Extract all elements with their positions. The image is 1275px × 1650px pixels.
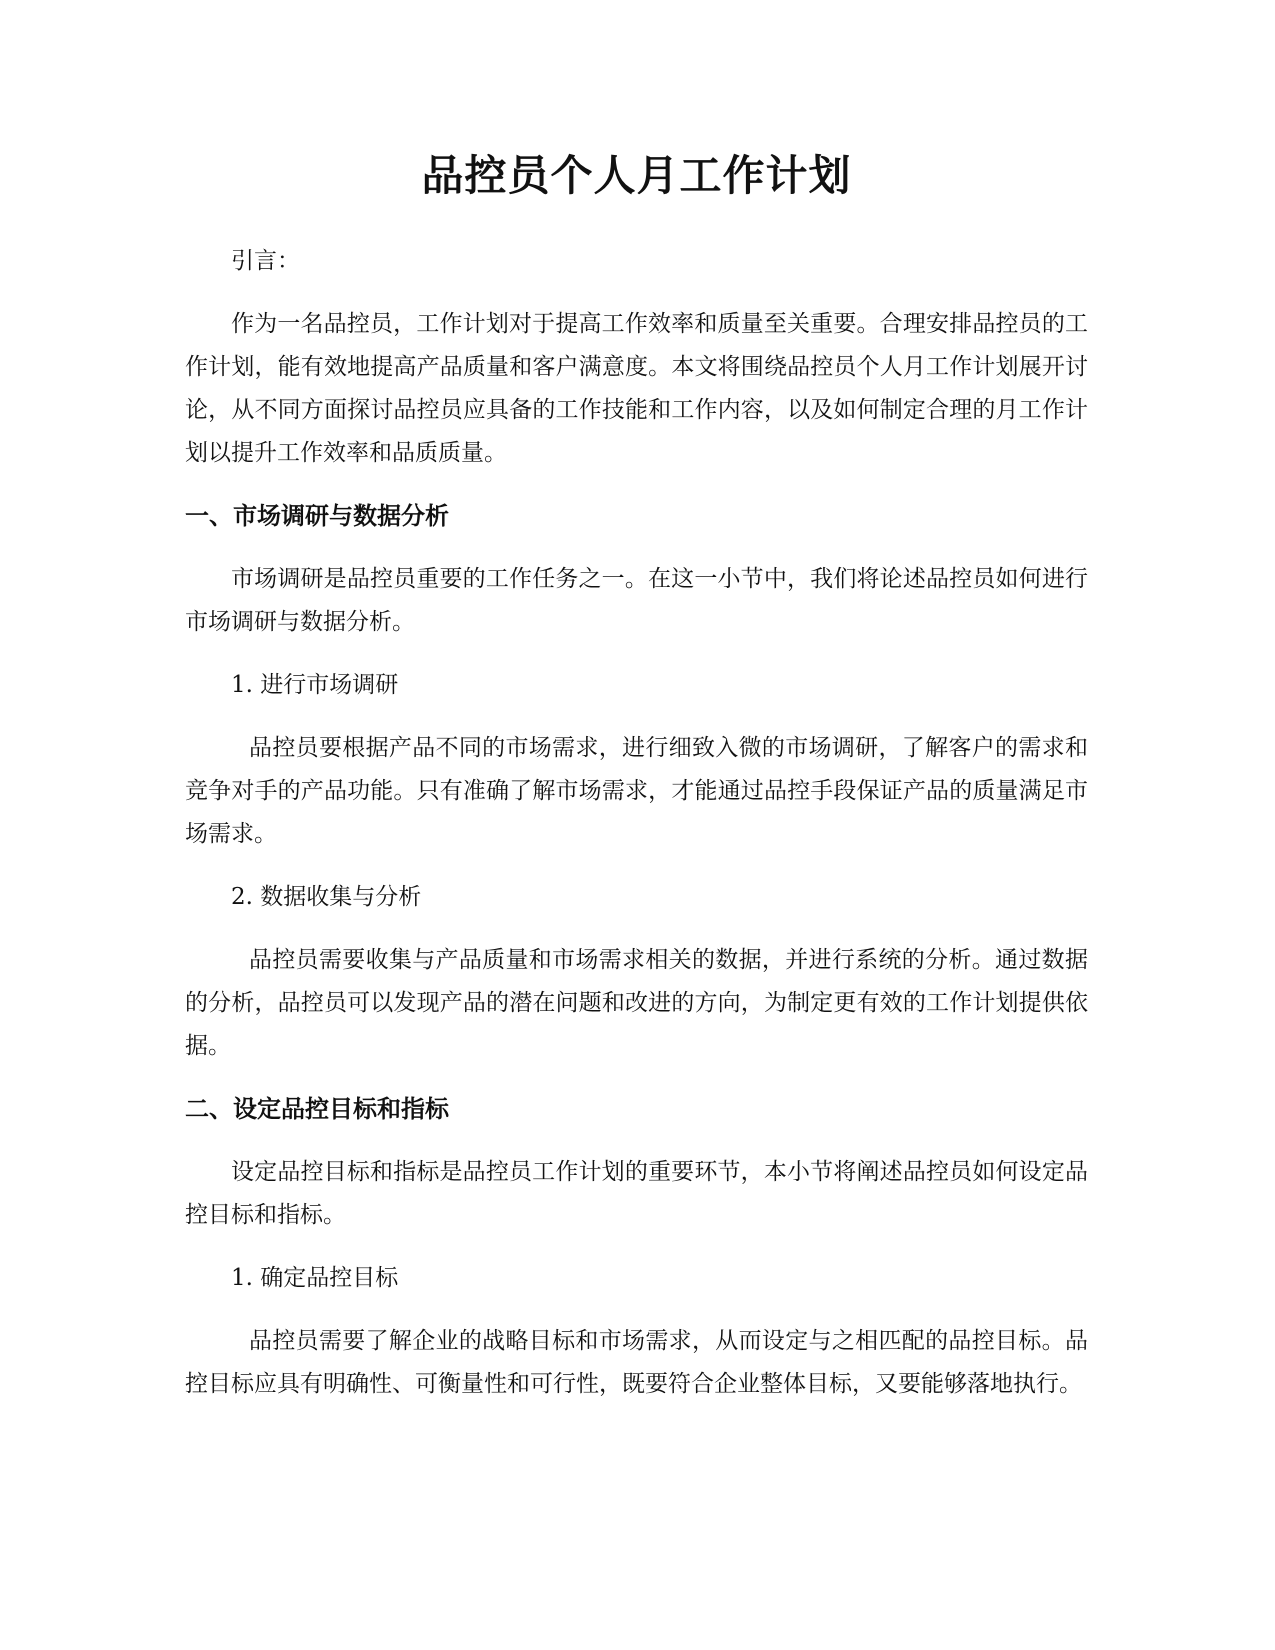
section-1-item-1-label: 1. 进行市场调研: [231, 672, 399, 698]
section-heading-1: 一、市场调研与数据分析: [185, 502, 449, 530]
section-heading-2: 二、设定品控目标和指标: [185, 1095, 449, 1123]
document-title: 品控员个人月工作计划: [421, 151, 852, 200]
intro-label: 引言：: [231, 248, 300, 274]
section-1-item-2-text: 品控员需要收集与产品质量和市场需求相关的数据，并进行系统的分析。通过数据的分析，品控员可以发现产品的潜在问题和改进的方向，为制定更有效的工作计划提供依据。: [185, 947, 1088, 1059]
intro-paragraph: 作为一名品控员，工作计划对于提高工作效率和质量至关重要。合理安排品控员的工作计划，能有效地提高产品质量和客户满意度。本文将围绕品控员个人月工作计划展开讨论，从不同方面探讨品控员应具备的工作技能和工作内容，以及如何制定合理的月工作计划以提升工作效率和品质质量。: [185, 311, 1088, 466]
section-2-intro: 设定品控目标和指标是品控员工作计划的重要环节，本小节将阐述品控员如何设定品控目标和指标。: [185, 1159, 1088, 1228]
section-1-item-2-label: 2. 数据收集与分析: [231, 884, 422, 910]
section-1-intro: 市场调研是品控员重要的工作任务之一。在这一小节中，我们将论述品控员如何进行市场调研与数据分析。: [185, 566, 1088, 635]
section-1-item-1-text: 品控员要根据产品不同的市场需求，进行细致入微的市场调研，了解客户的需求和竞争对手的产品功能。只有准确了解市场需求，才能通过品控手段保证产品的质量满足市场需求。: [185, 735, 1088, 847]
section-2-item-1-label: 1. 确定品控目标: [231, 1265, 399, 1291]
document-body: [185, 148, 1088, 1426]
section-2-item-1-text: 品控员需要了解企业的战略目标和市场需求，从而设定与之相匹配的品控目标。品控目标应具有明确性、可衡量性和可行性，既要符合企业整体目标，又要能够落地执行。: [185, 1328, 1088, 1397]
